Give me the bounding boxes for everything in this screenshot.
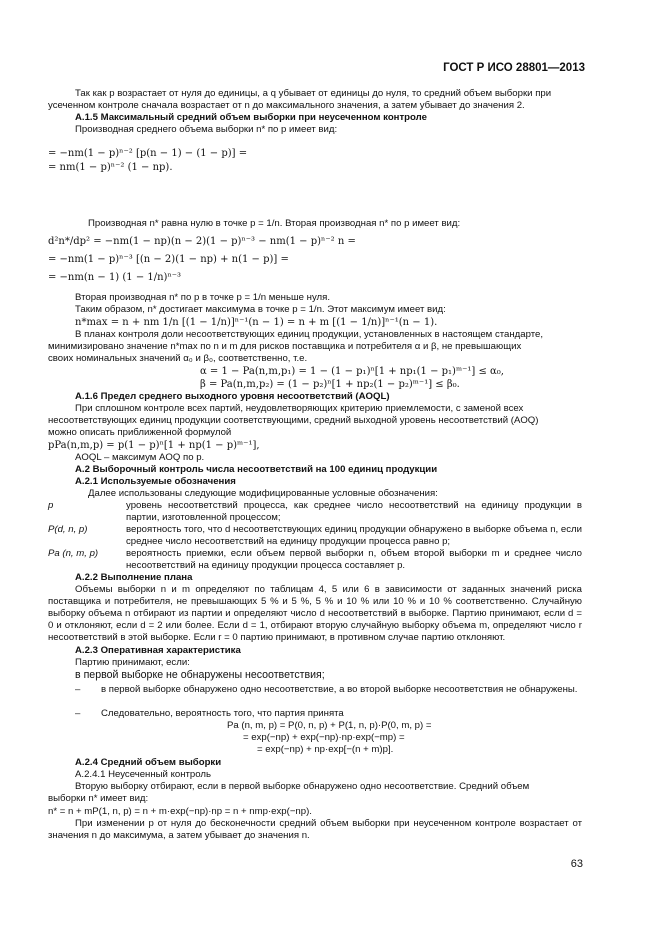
text-line: своих номинальных значений α₀ и β₀, соответственно, т.е. <box>48 353 308 364</box>
section-heading: А.2.3 Оперативная характеристика <box>75 645 241 656</box>
text-line: Далее использованы следующие модифицированные условные обозначения: <box>88 488 438 499</box>
formula: = exp(−np) + exp(−np)·np·exp(−mp) = <box>243 732 405 743</box>
section-heading: А.1.6 Предел среднего выходного уровня несоответствий (AOQL) <box>75 391 390 402</box>
formula: = −nm(n − 1) (1 − 1/n)ⁿ⁻³ <box>48 272 182 283</box>
section-heading: А.2.4 Средний объем выборки <box>75 757 222 768</box>
document-header: ГОСТ Р ИСО 28801—2013 <box>443 62 585 74</box>
formula: = exp(−np) + np·exp[−(n + m)p]. <box>257 744 394 755</box>
definition-text: вероятность того, что d несоответствующих единиц продукции обнаружено в выборке объема n, если среднее число несоответствий на единицу продукции процесса равно p; <box>126 524 582 547</box>
formula: = nm(1 − p)ⁿ⁻² (1 − np). <box>48 162 173 173</box>
definition-text: уровень несоответствий процесса, как среднее число несоответствий на единицу продукции в партии, изготовленной процессом; <box>126 500 582 523</box>
definition-symbol: Pa (n, m, p) <box>48 548 99 559</box>
paragraph: в первой выборке обнаружено одно несоответствие, а во второй выборке несоответствия не обнаружены. <box>101 684 578 695</box>
text-line: При сплошном контроле всех партий, неудовлетворяющих критерию приемлемости, с заменой всех <box>75 403 524 414</box>
formula: n*max = n + nm 1/n [(1 − 1/n)]ⁿ⁻¹(n − 1) = n + m [(1 − 1/n)]ⁿ⁻¹(n − 1). <box>75 317 438 328</box>
formula: Pa (n, m, p) = P(0, n, p) + P(1, n, p)·P(0, m, p) = <box>227 720 432 731</box>
definition-text: вероятность приемки, если объем первой выборки n, объем второй выборки m и среднее число несоответствий на единицу продукции процесса составляет p. <box>126 548 582 571</box>
dash-marker: – <box>75 684 81 695</box>
formula: α = 1 − Pa(n,m,p₁) = 1 − (1 − p₁)ⁿ[1 + np₁(1 − p₁)ᵐ⁻¹] ≤ α₀, <box>200 366 504 377</box>
text-line: А.2.4.1 Неусеченный контроль <box>75 769 211 780</box>
formula: β = Pa(n,m,p₂) = (1 − p₂)ⁿ[1 + np₂(1 − p₂)ᵐ⁻¹] ≤ β₀. <box>200 379 460 390</box>
text-line: Вторую выборку отбирают, если в первой выборке обнаружено одно несоответствие. Средний объем <box>75 781 530 792</box>
section-heading: А.2 Выборочный контроль числа несоответствий на 100 единиц продукции <box>75 464 438 475</box>
section-heading: А.1.5 Максимальный средний объем выборки при неусеченном контроле <box>75 112 427 123</box>
dash-marker: – <box>75 708 81 719</box>
text-line: Партию принимают, если: <box>75 657 190 668</box>
text-line: можно описать приближенной формулой <box>48 427 232 438</box>
section-heading: А.2.1 Используемые обозначения <box>75 476 236 487</box>
definition-symbol: p <box>48 500 54 511</box>
text-line: Следовательно, вероятность того, что партия принята <box>101 708 344 719</box>
text-line: несоответствующих единиц продукции соответствующими, средний выходной уровень несоответствий (AOQ) <box>48 415 539 426</box>
text-line: Так как p возрастает от нуля до единицы, а q убывает от единицы до нуля, то средний объем выборки при <box>75 88 552 99</box>
text-line: AOQL – максимум AOQ по p. <box>75 452 205 463</box>
section-heading: А.2.2 Выполнение плана <box>75 572 193 583</box>
formula: pPa(n,m,p) = p(1 − p)ⁿ[1 + np(1 − p)ᵐ⁻¹], <box>48 440 260 451</box>
text-line: Таким образом, n* достигает максимума в точке p = 1/n. Этот максимум имеет вид: <box>75 304 446 315</box>
text-line: в первой выборке не обнаружены несоответствия; <box>75 669 325 681</box>
text-line: усеченном контроле сначала возрастает от n до максимального значения, а затем убывает до значения 2. <box>48 100 525 111</box>
definition-symbol: P(d, n, p) <box>48 524 88 535</box>
text-line: Производная n* равна нулю в точке p = 1/n. Вторая производная n* по p имеет вид: <box>88 218 461 229</box>
text-line: В планах контроля доли несоответствующих единиц продукции, установленных в настоящем стандарте, <box>75 329 544 340</box>
formula: = −nm(1 − p)ⁿ⁻² [p(n − 1) − (1 − p)] = <box>48 148 248 159</box>
page-number: 63 <box>570 858 583 870</box>
paragraph: Объемы выборки n и m определяют по таблицам 4, 5 или 6 в зависимости от заданных значений риска поставщика и потребителя, не превышающих 5 % и 5 %, 5 % и 10 % или 10 % и 10 % соответственно. Случайную выборку объема n отбирают из партии и определяют число d несоответствий в выборке. Партию принимают, если d = 0 и отклоняют, если d = 2 или более. Если d = 1, отбирают вторую случайную выборку объема m, определяют число r несоответствий в этой выборке. Если r = 0 партию принимают, в противном случае партию отклоняют. <box>48 584 582 643</box>
text-line: Вторая производная n* по p в точке p = 1/n меньше нуля. <box>75 292 331 303</box>
text-line: Производная среднего объема выборки n* по p имеет вид: <box>75 124 338 135</box>
text-line: минимизировано значение n*max по n и m для рисков поставщика и потребителя α и β, не превышающих <box>48 341 522 352</box>
paragraph: При изменении p от нуля до бесконечности средний объем выборки при неусеченном контроле возрастает от значения n до максимума, а затем убывает до значения n. <box>48 818 582 841</box>
formula: = −nm(1 − p)ⁿ⁻³ [(n − 2)(1 − np) + n(1 − p)] = <box>48 254 289 265</box>
formula: d²n*/dp² = −nm(1 − np)(n − 2)(1 − p)ⁿ⁻³ − nm(1 − p)ⁿ⁻² n = <box>48 236 356 247</box>
formula: n* = n + mP(1, n, p) = n + m·exp(−np)·np = n + nmp·exp(−np). <box>48 806 312 817</box>
text-line: выборки n* имеет вид: <box>48 793 149 804</box>
